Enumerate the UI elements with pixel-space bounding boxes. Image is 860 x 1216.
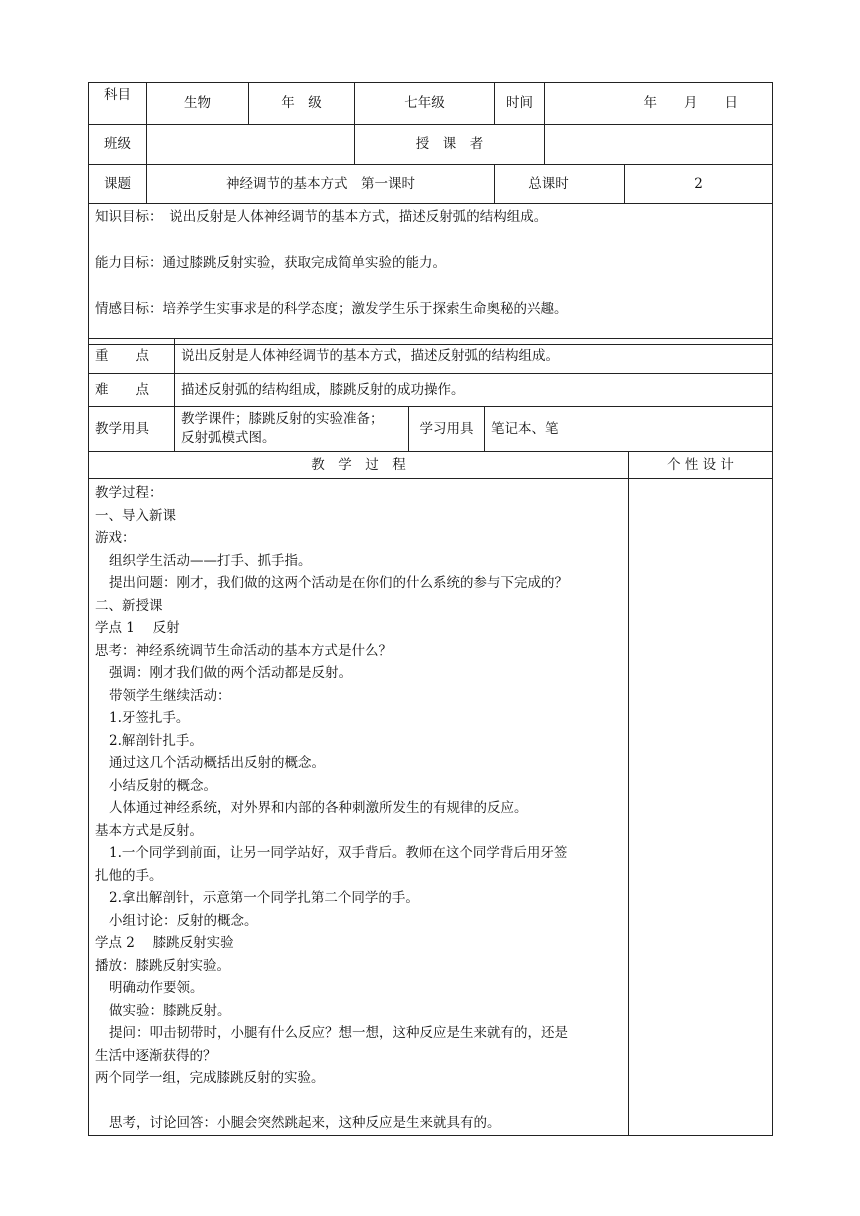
- total-hours-value: 2: [625, 165, 773, 204]
- process-line: 通过这几个活动概括出反射的概念。: [109, 755, 325, 771]
- grade-value: 七年级: [355, 83, 495, 125]
- process-line: 小组讨论：反射的概念。: [109, 912, 258, 929]
- difficult-points-label: 难 点: [89, 374, 175, 407]
- teacher-value: [545, 125, 773, 165]
- design-header: 个 性 设 计: [629, 452, 773, 479]
- teacher-label: 授 课 者: [355, 125, 545, 165]
- process-line: 做实验：膝跳反射。: [109, 1002, 231, 1019]
- process-line: 教学过程：: [95, 485, 163, 501]
- process-line: 基本方式是反射。: [95, 822, 203, 839]
- key-points-label: 重 点: [89, 339, 175, 374]
- process-line: 提出问题：刚才，我们做的这两个活动是在你们的什么系统的参与下完成的？: [109, 575, 568, 591]
- process-line: 两个同学一组，完成膝跳反射的实验。: [95, 1070, 325, 1086]
- process-line: 1.牙签扎手。: [109, 710, 190, 726]
- time-value: 年 月 日: [545, 83, 773, 125]
- process-line: 游戏：: [95, 530, 136, 546]
- key-points-table: [88, 338, 773, 452]
- process-line: 小结反射的概念。: [109, 777, 217, 794]
- subject-value: 生物: [147, 83, 249, 125]
- learning-tools-label: 学习用具: [409, 407, 485, 452]
- process-line: 2.解剖针扎手。: [109, 732, 203, 749]
- process-line: 播放：膝跳反射实验。: [95, 957, 230, 974]
- process-header: 教 学 过 程: [89, 452, 629, 479]
- process-line: 带领学生继续活动：: [109, 687, 231, 704]
- teaching-tools-line2: 反射弧模式图。: [181, 430, 276, 446]
- time-label: 时间: [495, 83, 545, 125]
- process-line: 生活中逐渐获得的？: [95, 1047, 217, 1064]
- process-table: [88, 451, 773, 1136]
- topic-label: 课题: [89, 165, 147, 204]
- process-line: 一、导入新课: [95, 507, 176, 524]
- topic-value: 神经调节的基本方式 第一课时: [147, 165, 495, 204]
- design-content: [629, 479, 773, 1136]
- class-label: 班级: [89, 125, 147, 165]
- teaching-tools-label: 教学用具: [89, 407, 175, 452]
- process-line: 人体通过神经系统，对外界和内部的各种刺激所发生的有规律的反应。: [109, 800, 528, 816]
- process-line: 明确动作要领。: [109, 980, 204, 996]
- teaching-tools-value: [175, 407, 409, 452]
- objective-knowledge: 知识目标： 说出反射是人体神经调节的基本方式，描述反射弧的结构组成。: [95, 209, 548, 225]
- objective-ability: 能力目标：通过膝跳反射实验，获取完成简单实验的能力。: [95, 255, 446, 271]
- process-line: 1.一个同学到前面，让另一同学站好，双手背后。教师在这个同学背后用牙签: [109, 845, 568, 861]
- objective-emotion: 情感目标：培养学生实事求是的科学态度；激发学生乐于探索生命奥秘的兴趣。: [95, 301, 568, 317]
- class-value: [147, 125, 355, 165]
- process-line: 提问：叩击韧带时，小腿有什么反应？想一想，这种反应是生来就有的，还是: [109, 1025, 568, 1041]
- process-line: 扎他的手。: [95, 867, 163, 884]
- process-line: [95, 1090, 622, 1113]
- process-line: 二、新授课: [95, 597, 163, 614]
- grade-label: 年 级: [249, 83, 355, 125]
- process-line: 思考，讨论回答：小腿会突然跳起来，这种反应是生来就具有的。: [109, 1115, 501, 1131]
- subject-label: 科目: [89, 83, 147, 125]
- process-line: 思考：神经系统调节生命活动的基本方式是什么？: [95, 642, 392, 659]
- key-points-value: 说出反射是人体神经调节的基本方式，描述反射弧的结构组成。: [175, 339, 773, 374]
- process-line: 学点 1 反射: [95, 620, 180, 636]
- learning-tools-value: 笔记本、笔: [485, 407, 773, 452]
- objectives-cell: [89, 204, 773, 345]
- process-line: 2.拿出解剖针，示意第一个同学扎第二个同学的手。: [109, 890, 419, 906]
- teaching-tools-line1: 教学课件；膝跳反射的实验准备；: [181, 411, 384, 427]
- process-line: 学点 2 膝跳反射实验: [95, 935, 234, 951]
- total-hours-label: 总课时: [495, 165, 625, 204]
- process-line: 组织学生活动——打手、抓手指。: [109, 552, 312, 569]
- process-content: [89, 479, 629, 1136]
- process-line: 强调：刚才我们做的两个活动都是反射。: [109, 665, 352, 681]
- lesson-header-table: [88, 82, 773, 345]
- difficult-points-value: 描述反射弧的结构组成，膝跳反射的成功操作。: [175, 374, 773, 407]
- process-lines: [95, 482, 622, 1135]
